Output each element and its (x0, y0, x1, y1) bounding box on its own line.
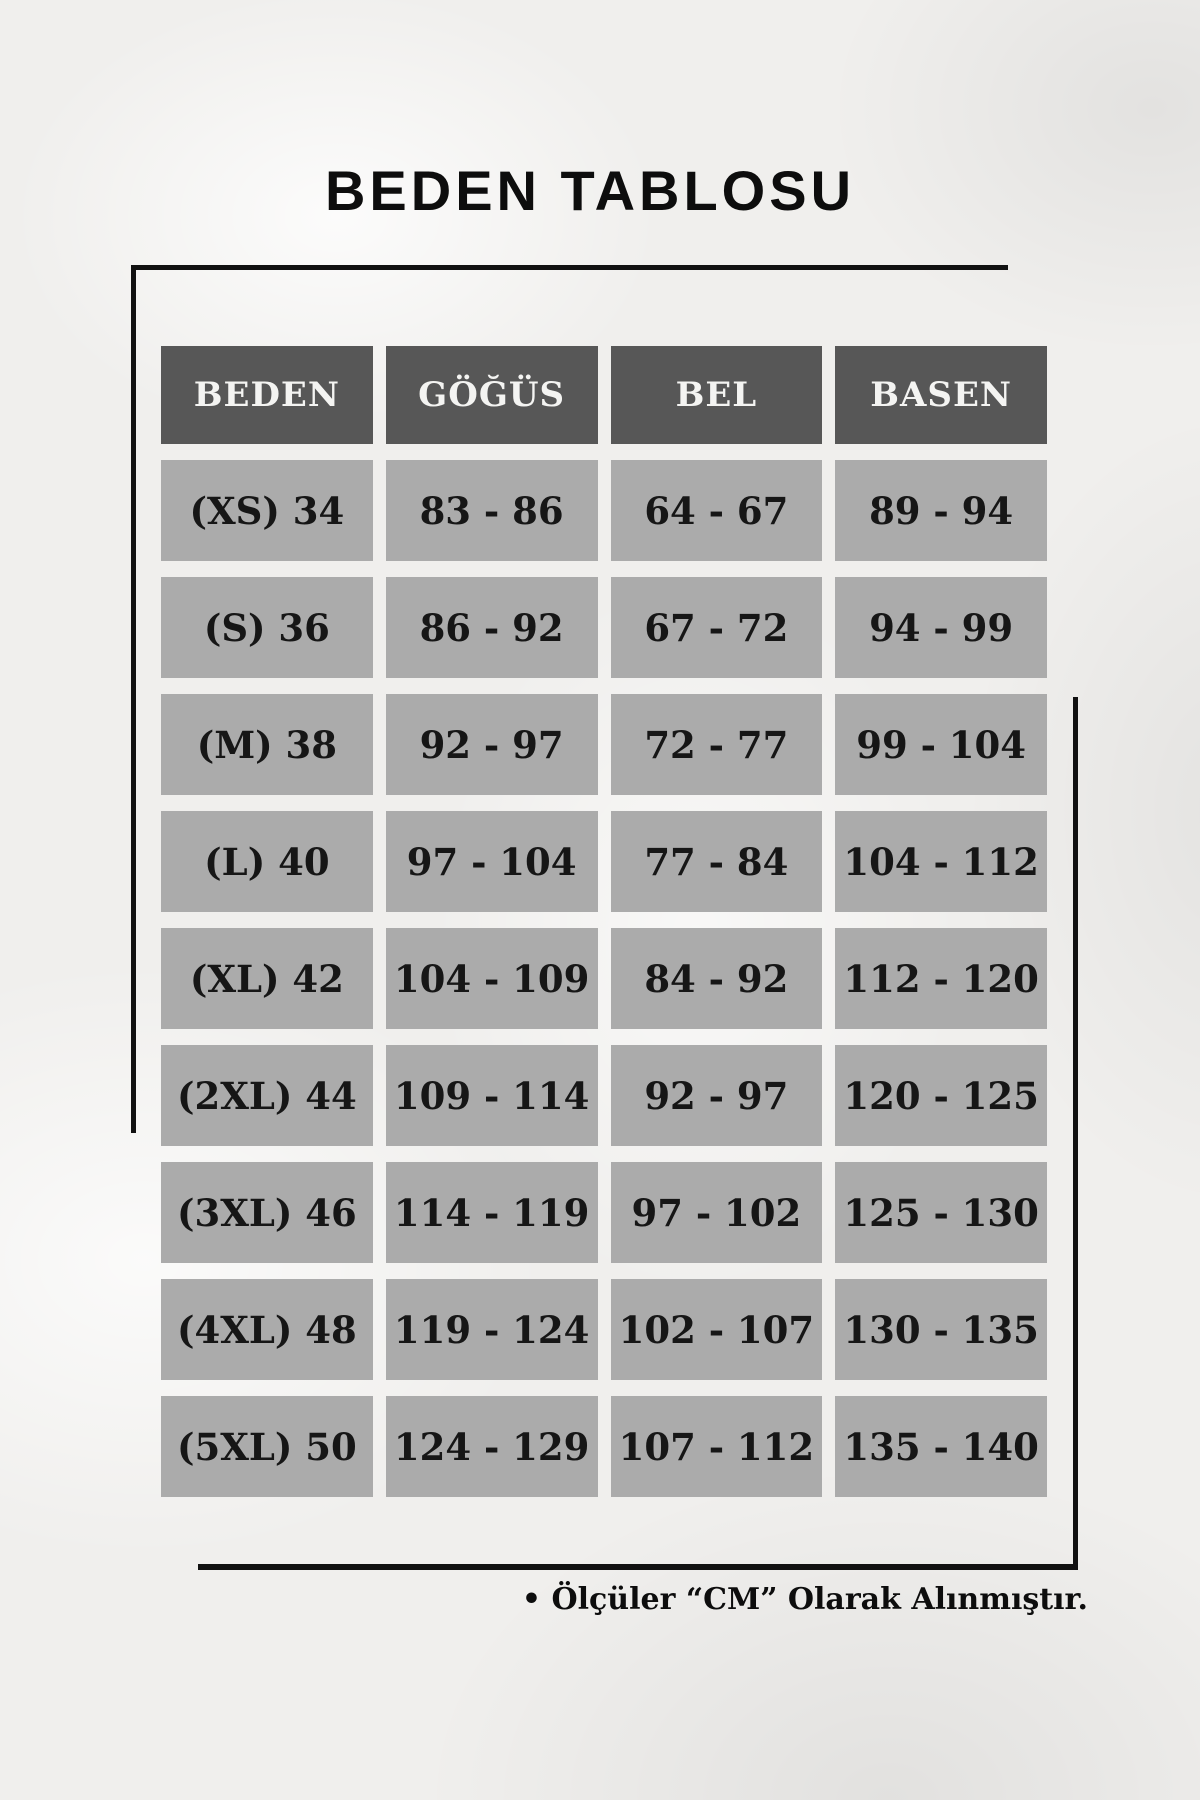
table-cell-gogus-row8: 119 - 124 (386, 1279, 598, 1380)
frame-line-left (131, 265, 136, 1133)
table-cell-beden-row8: (4XL) 48 (161, 1279, 373, 1380)
header-cell-beden: BEDEN (161, 346, 373, 444)
table-cell-bel-row8: 102 - 107 (611, 1279, 823, 1380)
header-cell-bel: BEL (611, 346, 823, 444)
frame-line-top (131, 265, 1008, 270)
table-cell-basen-row7: 125 - 130 (835, 1162, 1047, 1263)
table-cell-gogus-row4: 97 - 104 (386, 811, 598, 912)
table-cell-basen-row2: 94 - 99 (835, 577, 1047, 678)
frame-line-right (1073, 697, 1078, 1570)
header-cell-basen: BASEN (835, 346, 1047, 444)
size-table (161, 346, 1047, 1497)
table-cell-beden-row2: (S) 36 (161, 577, 373, 678)
table-cell-bel-row2: 67 - 72 (611, 577, 823, 678)
table-cell-beden-row7: (3XL) 46 (161, 1162, 373, 1263)
table-cell-basen-row8: 130 - 135 (835, 1279, 1047, 1380)
header-cell-gogus: GÖĞÜS (386, 346, 598, 444)
page-title: BEDEN TABLOSU (324, 158, 856, 222)
table-cell-beden-row6: (2XL) 44 (161, 1045, 373, 1146)
table-cell-bel-row3: 72 - 77 (611, 694, 823, 795)
table-cell-gogus-row5: 104 - 109 (386, 928, 598, 1029)
table-cell-bel-row1: 64 - 67 (611, 460, 823, 561)
table-cell-basen-row5: 112 - 120 (835, 928, 1047, 1029)
table-cell-beden-row1: (XS) 34 (161, 460, 373, 561)
table-cell-gogus-row3: 92 - 97 (386, 694, 598, 795)
table-cell-basen-row1: 89 - 94 (835, 460, 1047, 561)
table-cell-beden-row9: (5XL) 50 (161, 1396, 373, 1497)
table-cell-beden-row3: (M) 38 (161, 694, 373, 795)
table-cell-gogus-row7: 114 - 119 (386, 1162, 598, 1263)
table-cell-gogus-row6: 109 - 114 (386, 1045, 598, 1146)
table-cell-bel-row5: 84 - 92 (611, 928, 823, 1029)
table-cell-bel-row7: 97 - 102 (611, 1162, 823, 1263)
table-cell-gogus-row1: 83 - 86 (386, 460, 598, 561)
table-cell-basen-row3: 99 - 104 (835, 694, 1047, 795)
frame-line-bottom (198, 1564, 1078, 1570)
table-cell-basen-row6: 120 - 125 (835, 1045, 1047, 1146)
table-cell-basen-row9: 135 - 140 (835, 1396, 1047, 1497)
table-cell-beden-row5: (XL) 42 (161, 928, 373, 1029)
table-cell-basen-row4: 104 - 112 (835, 811, 1047, 912)
table-cell-beden-row4: (L) 40 (161, 811, 373, 912)
table-cell-bel-row9: 107 - 112 (611, 1396, 823, 1497)
table-cell-bel-row4: 77 - 84 (611, 811, 823, 912)
table-cell-gogus-row2: 86 - 92 (386, 577, 598, 678)
table-cell-bel-row6: 92 - 97 (611, 1045, 823, 1146)
footnote-measurements-cm: • Ölçüler “CM” Olarak Alınmıştır. (521, 1582, 1088, 1617)
table-cell-gogus-row9: 124 - 129 (386, 1396, 598, 1497)
